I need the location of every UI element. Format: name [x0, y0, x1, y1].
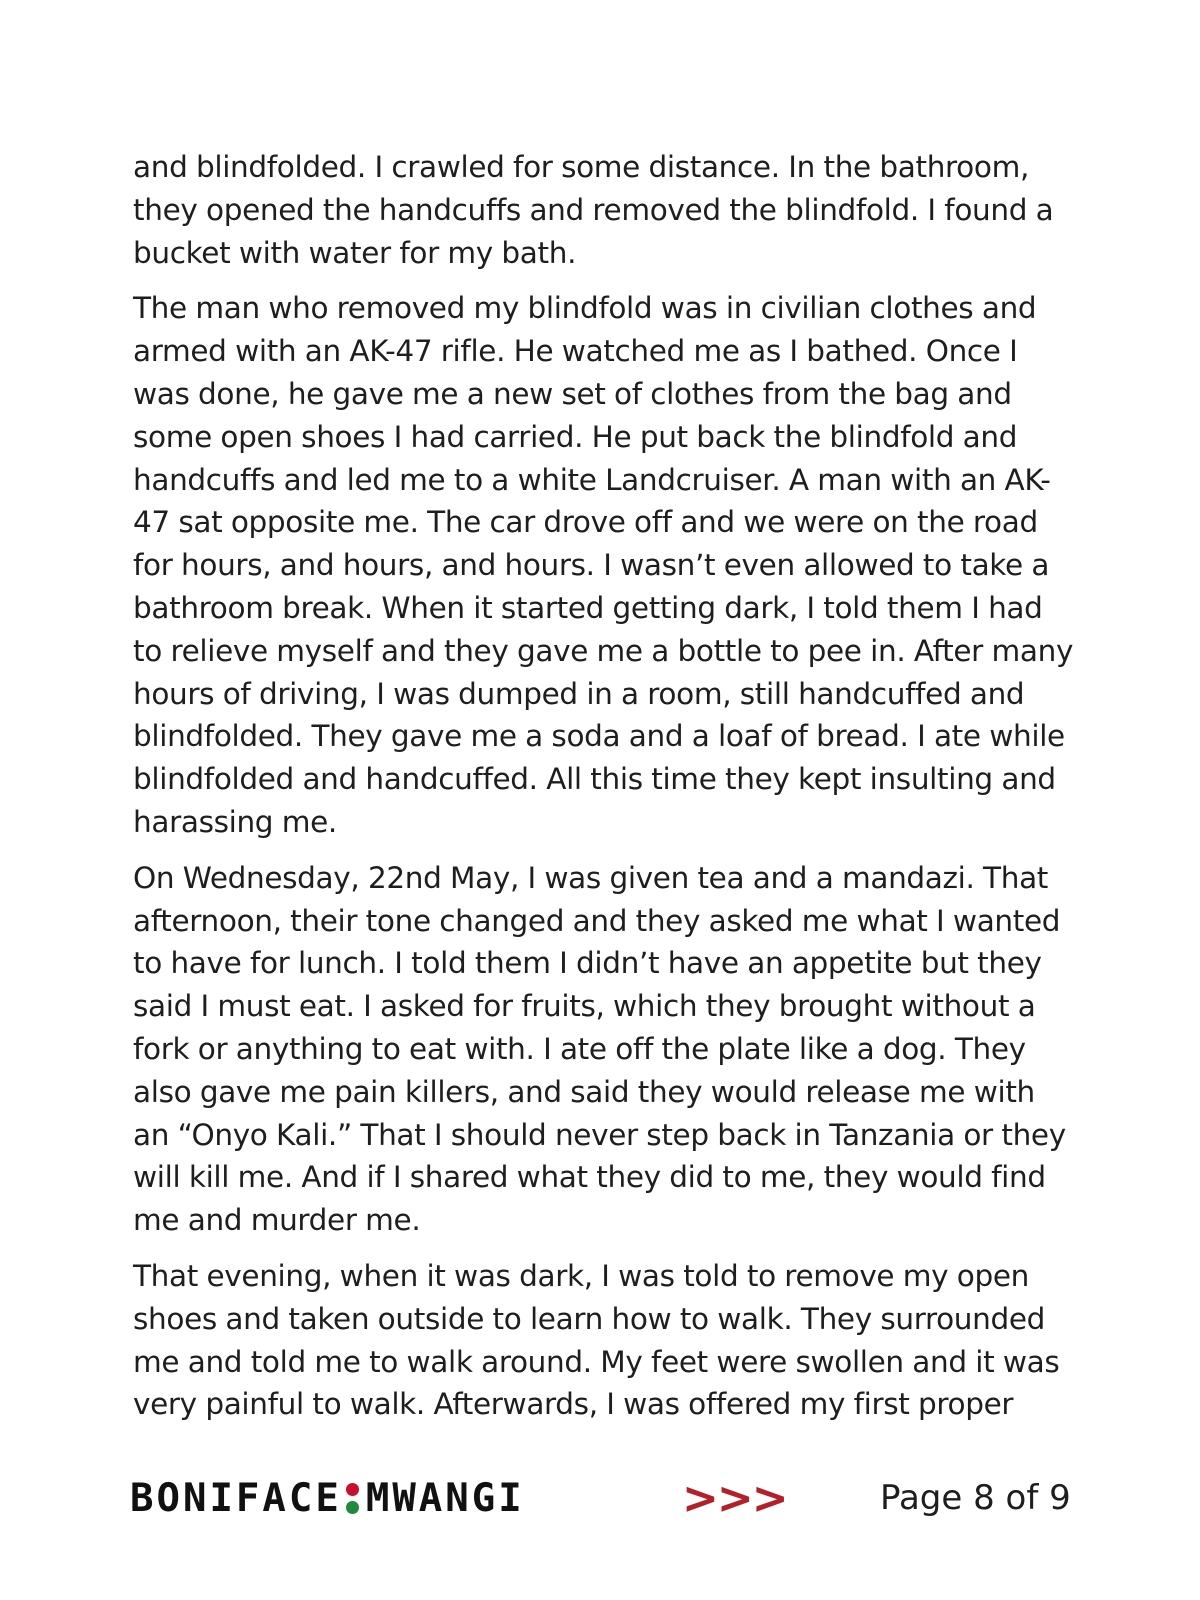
paragraph-3: On Wednesday, 22nd May, I was given tea and a mandazi. That afternoon, their tone changed and they asked me what I wanted to have for lunch. I told them I didn’t have an appetite but they said I must eat. I asked for fruits, which they brought without a fork or anything to eat with. I ate off the plate like a dog. They also gave me pain killers, and said they would release me with an “Onyo Kali.” That I should never step back in Tanzania or they will kill me. And if I shared what they did to me, they would find me and murder me.	[133, 860, 1066, 1238]
logo-text-left: BONIFACE	[130, 1475, 342, 1521]
red-green-dots-icon	[346, 1483, 359, 1514]
paragraph-1: and blindfolded. I crawled for some distance. In the bathroom, they opened the handcuffs and removed the blindfold. I found a bucket with water for my bath.	[133, 150, 1054, 270]
paragraph-2: The man who removed my blindfold was in civilian clothes and armed with an AK-47 rifle. He watched me as I bathed. Once I was done, he gave me a new set of clothes from the bag and some open shoes I had carried. He put back the blindfold and handcuffs and led me to a white Landcruiser. A man with an AK-47 sat opposite me. The car drove off and we were on the road for hours, and hours, and hours. I wasn’t even allowed to take a bathroom break. When it started getting dark, I told them I had to relieve myself and they gave me a bottle to pee in. After many hours of driving, I was dumped in a room, still handcuffed and blindfolded. They gave me a soda and a loaf of bread. I ate while blindfolded and handcuffed. All this time they kept insulting and harassing me.	[133, 291, 1074, 839]
page-footer	[0, 1468, 1200, 1538]
document-body	[133, 146, 1078, 1439]
boniface-mwangi-logo	[130, 1468, 525, 1528]
next-page-arrows-icon[interactable]: >>>	[682, 1472, 787, 1524]
green-dot-icon	[346, 1501, 359, 1514]
logo-text-right: MWANGI	[365, 1475, 525, 1521]
red-dot-icon	[346, 1483, 359, 1496]
page-number: Page 8 of 9	[880, 1478, 1071, 1518]
paragraph-4: That evening, when it was dark, I was told to remove my open shoes and taken outside to learn how to walk. They surrounded me and told me to walk around. My feet were swollen and it was very painful to walk. Afterwards, I was offered my first proper	[133, 1258, 1060, 1422]
